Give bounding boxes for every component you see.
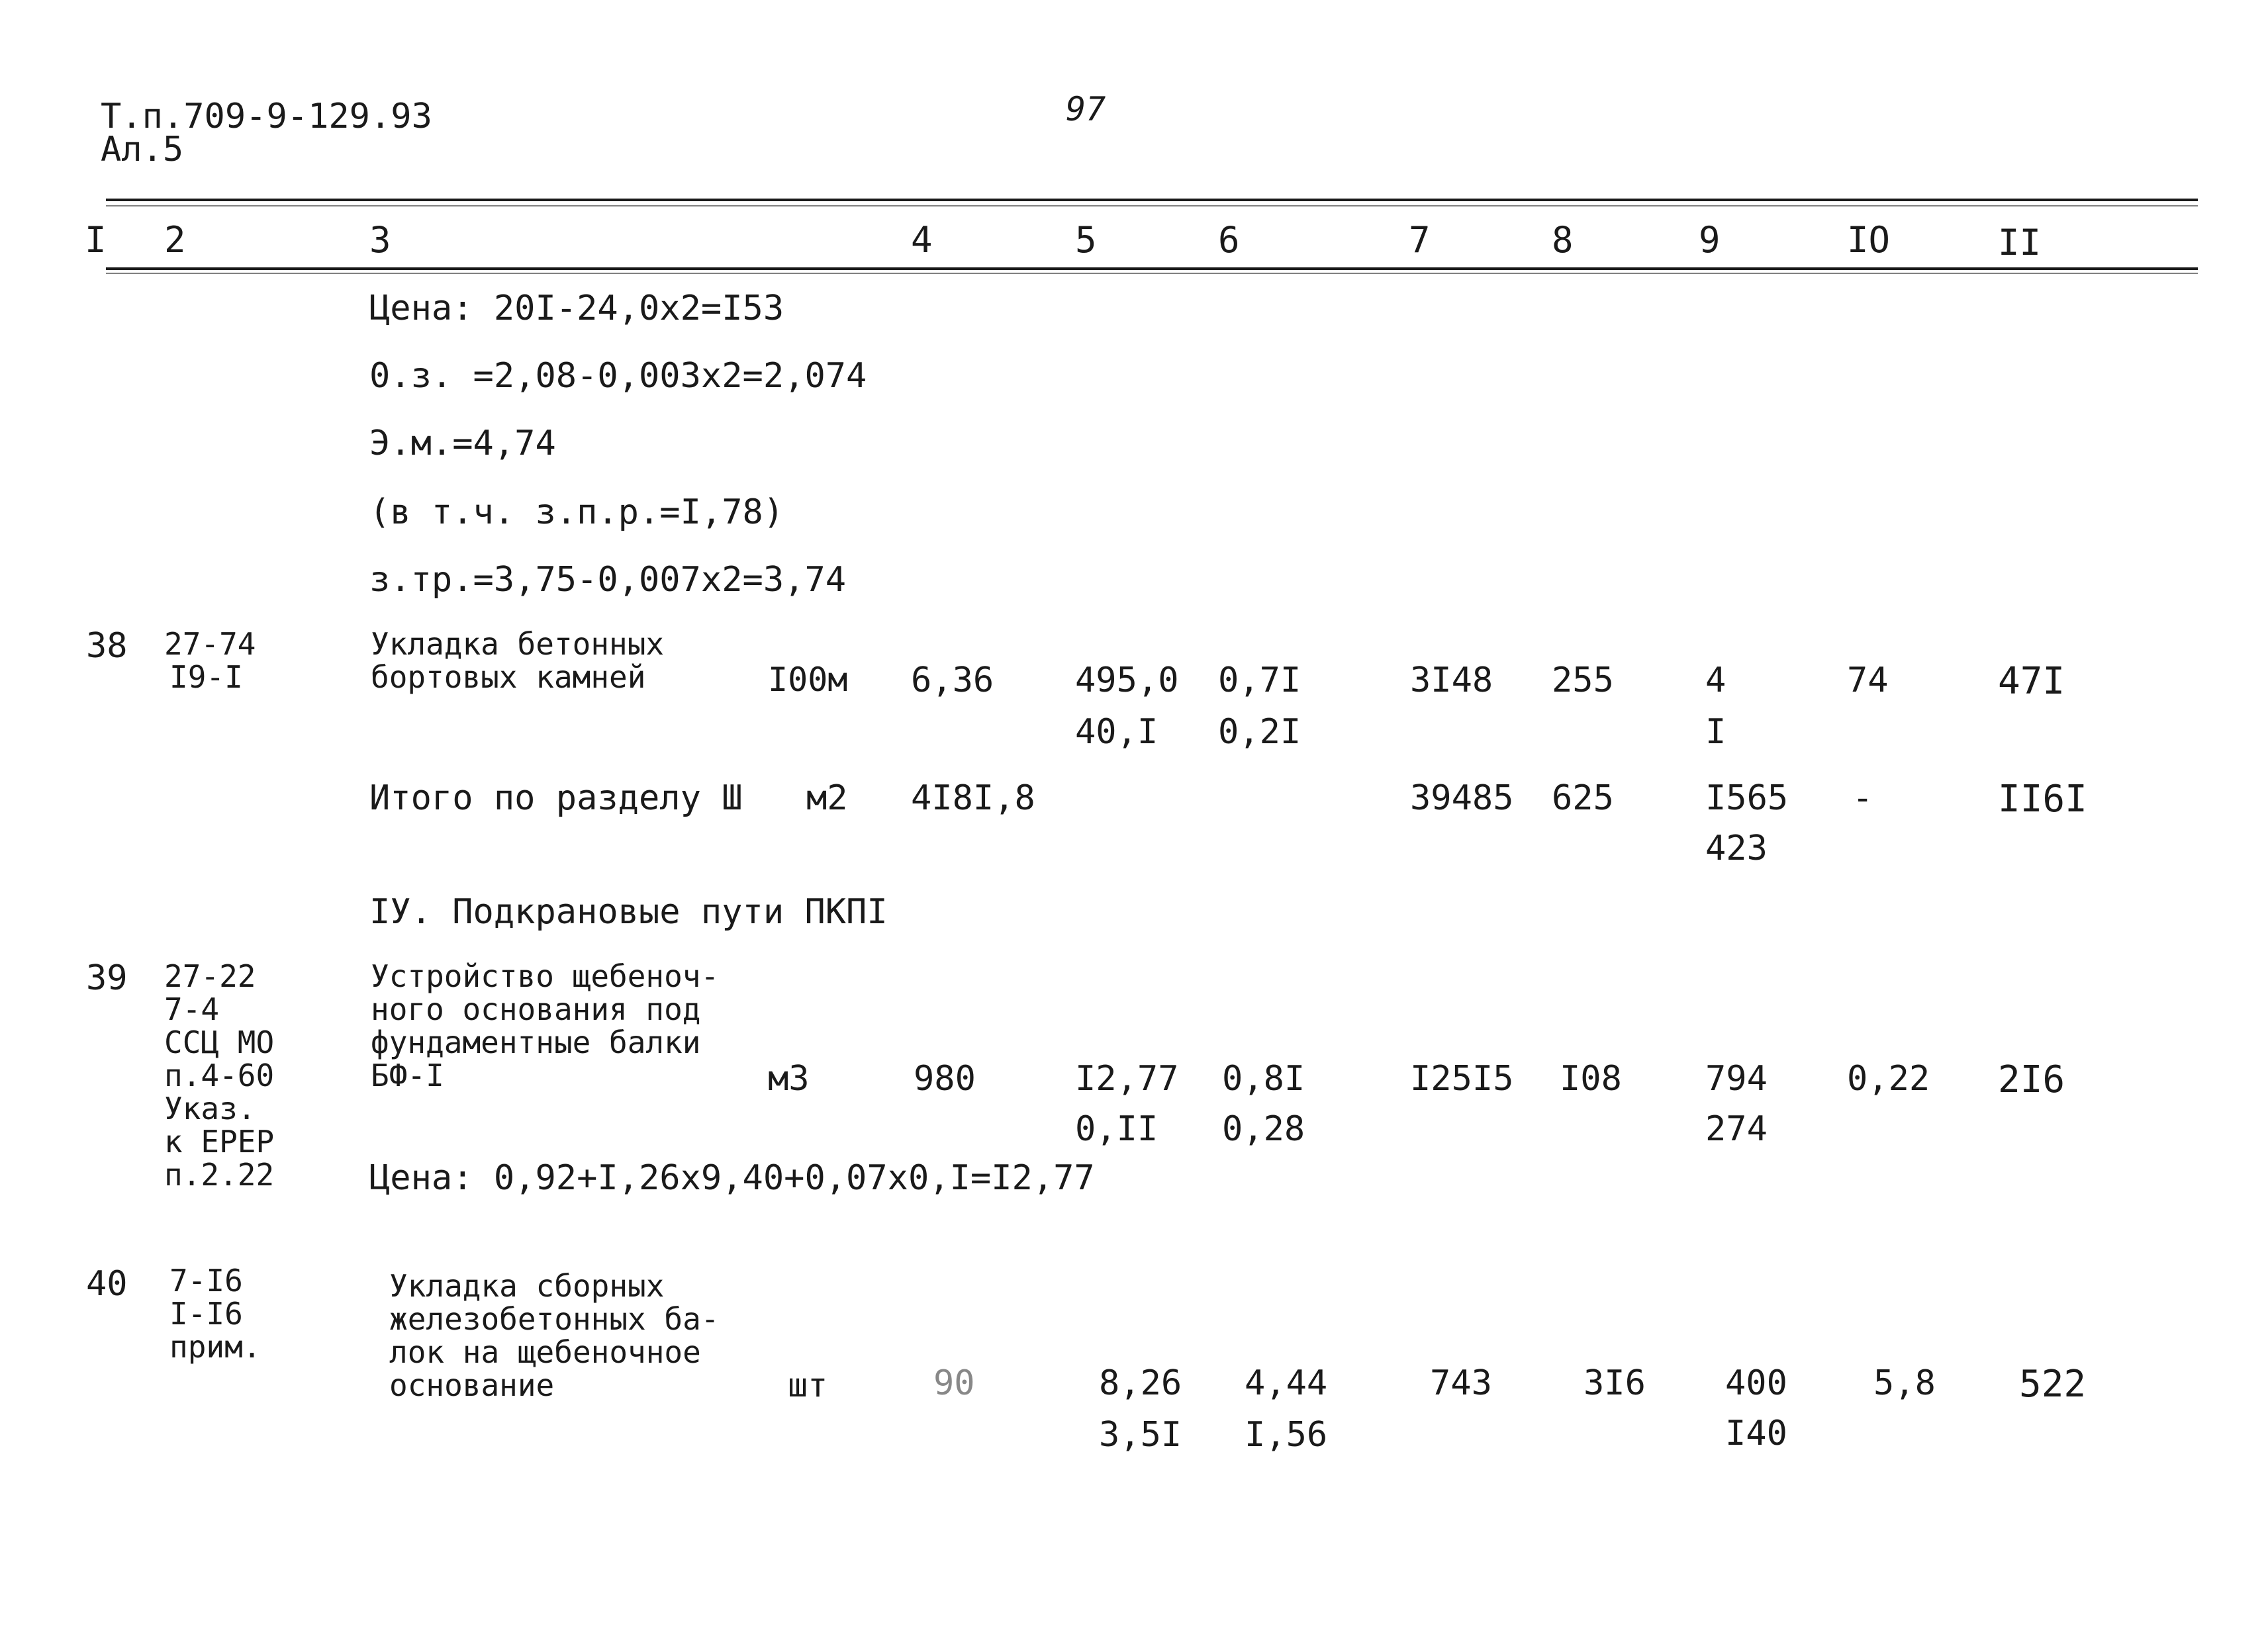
wages: 255 [1552,661,1614,700]
machine-cost: 4,44 [1245,1363,1328,1403]
rate-code: I-I6 [169,1296,243,1332]
labor-total: II6I [1998,778,2087,821]
row-number: 38 [86,626,128,666]
header-rule-bottom-shadow [106,273,2198,274]
unit: м3 [768,1059,810,1099]
work-description: Укладка сборных [389,1268,665,1304]
rate-code: 27-22 [164,958,256,994]
section-title: IУ. Подкрановые пути ПКПI [369,892,888,932]
wages: I08 [1560,1059,1622,1099]
wages: 625 [1552,778,1614,818]
work-description: фундаментные балки [371,1025,701,1060]
total-cost: 3I48 [1410,661,1493,700]
header-rule-bottom [106,267,2198,270]
unit-cost-wage: 40,I [1075,712,1158,752]
unit-cost: I2,77 [1075,1059,1179,1099]
price-note: (в т.ч. з.п.р.=I,78) [369,492,784,532]
unit: I00м [768,661,848,699]
price-note: Цена: 20I-24,0х2=I53 [369,289,784,328]
column-header: 6 [1218,219,1240,261]
machine-cost: 0,7I [1218,661,1301,700]
rate-code: I9-I [169,659,243,695]
page-number: 97 [1066,90,1106,128]
column-header: 4 [911,219,933,261]
unit-cost: 8,26 [1099,1363,1182,1403]
machine-cost-wage: I,56 [1245,1415,1328,1455]
machine-operation-wage: 274 [1705,1109,1768,1149]
machine-operation-wage: 423 [1705,829,1768,868]
labor-total: 47I [1998,660,2065,703]
rate-code: 7-I6 [169,1263,243,1299]
total-cost: 743 [1430,1363,1492,1403]
unit-cost-wage: 0,II [1075,1109,1158,1149]
rate-code: 7-4 [164,991,220,1027]
total-cost: I25I5 [1410,1059,1514,1099]
price-note: Э.м.=4,74 [369,424,556,463]
labor-total: 522 [2019,1363,2087,1406]
work-description: основание [389,1367,555,1403]
work-description: лок на щебеночное [389,1334,701,1370]
unit-cost-wage: 3,5I [1099,1415,1182,1455]
labor-unit: - [1852,778,1873,818]
column-header: IO [1847,219,1891,261]
sheet-label: Ал.5 [101,130,184,169]
quantity: 4I8I,8 [911,778,1035,818]
column-header: I [85,219,107,261]
machine-operation-wage: I40 [1725,1414,1787,1453]
machine-operation: 4 [1705,661,1726,700]
header-rule-top [106,199,2198,201]
column-header: 3 [369,219,391,261]
column-header: 5 [1075,219,1097,261]
work-description: ного основания под [371,991,701,1027]
price-note: 0.з. =2,08-0,003х2=2,074 [369,356,867,396]
rate-code: к ЕРЕР [164,1124,275,1160]
column-header: II [1998,222,2042,263]
column-header: 8 [1552,219,1574,261]
price-note: Цена: 0,92+I,26х9,40+0,07х0,I=I2,77 [369,1158,1095,1198]
work-description: БФ-I [371,1058,444,1093]
rate-code: п.4-60 [164,1058,275,1093]
machine-cost: 0,8I [1222,1059,1305,1099]
machine-operation: I565 [1705,778,1789,818]
unit: шт [788,1366,828,1404]
labor-unit: 5,8 [1873,1363,1936,1403]
column-header: 2 [164,219,186,261]
rate-code: 27-74 [164,626,256,662]
column-header: 9 [1699,219,1721,261]
rate-code: Указ. [164,1091,256,1126]
unit: м2 [806,778,848,818]
quantity: 980 [914,1059,976,1099]
work-description: Укладка бетонных [371,626,665,662]
machine-operation: 400 [1725,1363,1787,1403]
rate-code: ССЦ МО [164,1025,275,1060]
labor-unit: 74 [1847,661,1889,700]
quantity: 90 [933,1363,975,1403]
total-label: Итого по разделу Ш [369,778,743,818]
column-header: 7 [1409,219,1431,261]
rate-code: п.2.22 [164,1157,275,1193]
total-cost: 39485 [1410,778,1514,818]
work-description: железобетонных ба- [389,1301,720,1337]
machine-cost-wage: 0,28 [1222,1109,1305,1149]
work-description: Устройство щебеноч- [371,958,720,994]
machine-cost-wage: 0,2I [1218,712,1301,752]
labor-unit: 0,22 [1847,1059,1930,1099]
machine-operation-wage: I [1705,712,1726,752]
unit-cost: 495,0 [1075,661,1179,700]
rate-code: прим. [169,1329,261,1365]
row-number: 40 [86,1264,128,1304]
document-reference: Т.п.709-9-129.93 [101,97,432,136]
row-number: 39 [86,958,128,998]
quantity: 6,36 [911,661,994,700]
labor-total: 2I6 [1998,1058,2065,1101]
machine-operation: 794 [1705,1059,1768,1099]
work-description: бортовых камней [371,659,646,695]
header-rule-top-shadow [106,205,2198,206]
price-note: з.тр.=3,75-0,007х2=3,74 [369,560,847,600]
wages: 3I6 [1583,1363,1646,1403]
